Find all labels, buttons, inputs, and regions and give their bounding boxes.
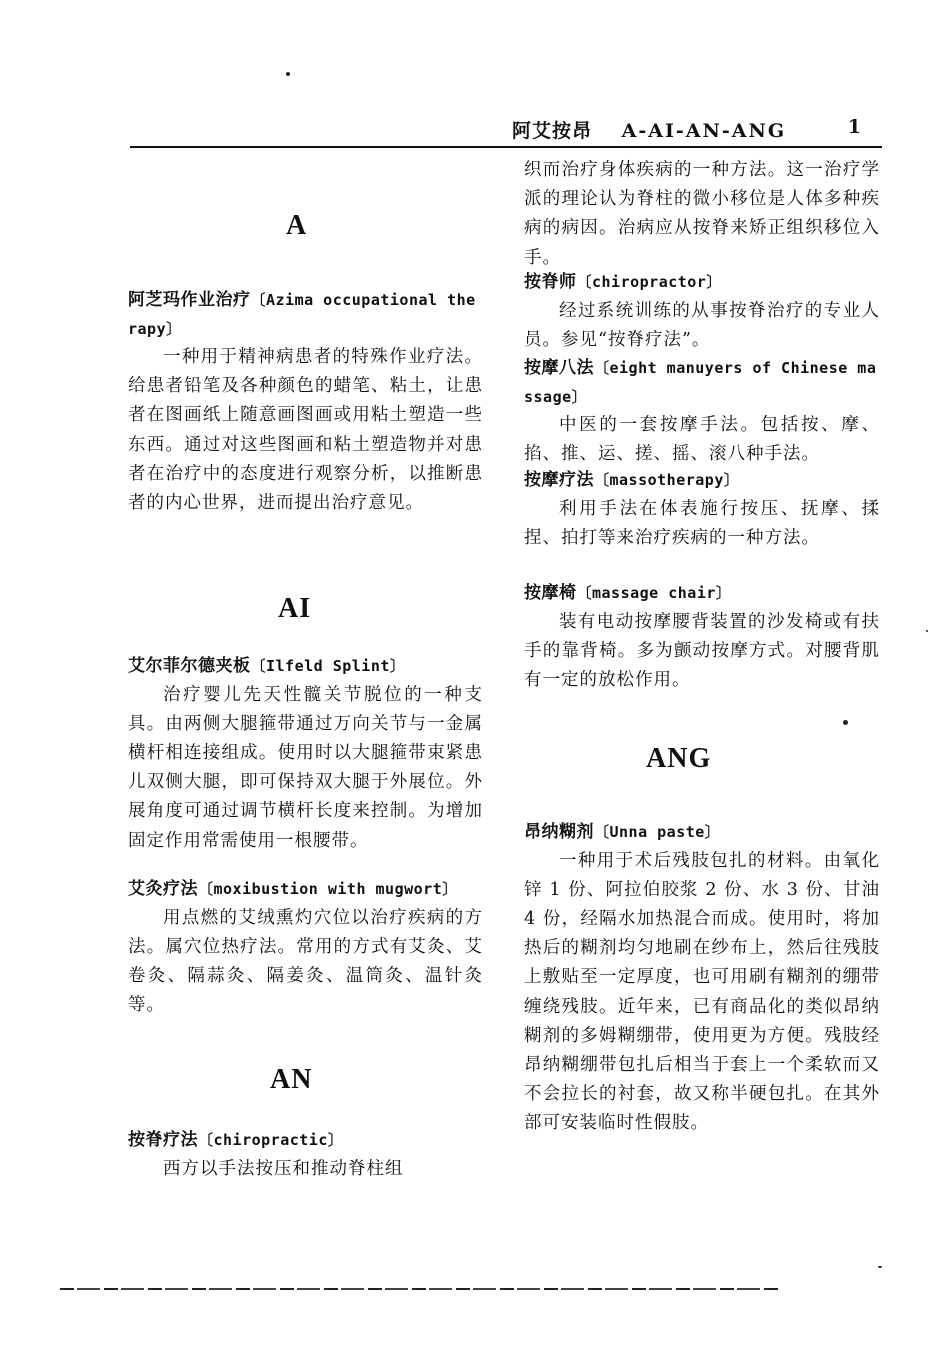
entry-definition: 一种用于术后残肢包扎的材料。由氧化锌 1 份、阿拉伯胶浆 2 份、水 3 份、甘油 4 份，经隔水加热混合而成。使用时，将加热后的糊剂均匀地刷在纱布上，然后往残肢上敷贴至一定厚度，也可用刷有糊剂的绷带缠绕残肢。近年来，已有商品化的类似昂纳糊剂的多姆糊绷带，使用更为方便。残肢经昂纳糊绷带包扎后相当于套上一个柔软而又不会拉长的衬套，故又称半硬包扎。在其外部可安装临时性假肢。 [524, 850, 880, 1134]
scan-speck [286, 72, 290, 76]
entry-azima-occupational-therapy [128, 286, 483, 518]
entry-term [128, 652, 483, 681]
entry-definition: 利用手法在体表施行按压、抚摩、揉捏、拍打等来治疗疾病的一种方法。 [524, 498, 880, 548]
header-roman-index: A-AI-AN-ANG [621, 120, 787, 142]
entry-term [128, 1126, 483, 1155]
header-chinese-index: 阿艾按昂 [512, 120, 593, 142]
term-chinese: 艾尔菲尔德夹板 [128, 656, 251, 676]
scan-speck [843, 720, 848, 725]
entry-definition: 用点燃的艾绒熏灼穴位以治疗疾病的方法。属穴位热疗法。常用的方式有艾灸、艾卷灸、隔蒜灸、隔姜灸、温筒灸、温针灸等。 [128, 907, 483, 1016]
entry-definition: 中医的一套按摩手法。包括按、摩、掐、推、运、搓、摇、滚八种手法。 [524, 415, 880, 465]
entry-term [128, 286, 483, 343]
term-english: 〔chiropractor〕 [576, 273, 722, 291]
term-chinese: 按脊师 [524, 272, 577, 292]
entry-ilfeld-splint [128, 652, 483, 856]
entry-term [524, 466, 880, 495]
entry-massage-chair [524, 579, 880, 695]
header-rule [130, 146, 882, 148]
term-english: 〔chiropractic〕 [198, 1131, 344, 1149]
entry-unna-paste [524, 818, 880, 1139]
entry-definition: 一种用于精神病患者的特殊作业疗法。给患者铅笔及各种颜色的蜡笔、粘土，让患者在图画纸上随意画图画或用粘土塑造一些东西。通过对这些图画和粘土塑造物并对患者在治疗中的态度进行观察分析，以推断患者的内心世界，进而提出治疗意见。 [128, 347, 483, 514]
entry-moxibustion [128, 875, 483, 1020]
entry-term [524, 579, 880, 608]
running-header [512, 116, 872, 142]
entry-definition-continued: 织而治疗身体疾病的一种方法。这一治疗学派的理论认为脊柱的微小移位是人体多种疾病的病因。治病应从按脊来矫正组织移位入手。 [524, 160, 880, 268]
entry-eight-maneuvers [524, 354, 880, 469]
section-heading-ang: ANG [646, 743, 712, 774]
entry-chiropractor [524, 268, 880, 355]
term-chinese: 艾灸疗法 [128, 879, 198, 899]
entry-chiropractic-continued [524, 156, 880, 273]
term-chinese: 昂纳糊剂 [524, 822, 594, 842]
term-chinese: 按摩八法 [524, 358, 594, 378]
term-english: 〔Unna paste〕 [594, 823, 721, 841]
entry-term [524, 354, 880, 411]
page-number: 1 [847, 116, 862, 138]
term-chinese: 按摩疗法 [524, 470, 594, 490]
entry-definition: 治疗婴儿先天性髋关节脱位的一种支具。由两侧大腿箍带通过万向关节与一金属横杆相连接组成。使用时以大腿箍带束紧患儿双侧大腿，即可保持双大腿于外展位。外展角度可通过调节横杆长度来控制。为增加固定作用常需使用一根腰带。 [128, 684, 483, 851]
entry-definition: 西方以手法按压和推动脊柱组 [163, 1158, 404, 1179]
section-heading-ai: AI [278, 593, 312, 624]
entry-massotherapy [524, 466, 880, 553]
entry-term [524, 268, 880, 297]
entry-definition: 装有电动按摩腰背装置的沙发椅或有扶手的靠背椅。多为颤动按摩方式。对腰背肌有一定的放松作用。 [524, 611, 880, 690]
section-heading-an: AN [270, 1064, 313, 1095]
term-english: 〔Azima occupational therapy〕 [128, 291, 476, 338]
entry-term [128, 875, 483, 904]
entry-term [524, 818, 880, 847]
term-english: 〔massotherapy〕 [594, 471, 740, 489]
entry-definition: 经过系统训练的从事按脊治疗的专业人员。参见“按脊疗法”。 [524, 300, 880, 350]
term-english: 〔moxibustion with mugwort〕 [198, 880, 458, 898]
term-english: 〔massage chair〕 [576, 584, 732, 602]
entry-chiropractic [128, 1126, 483, 1184]
term-english: 〔eight manuyers of Chinese massage〕 [524, 359, 877, 406]
term-english: 〔Ilfeld Splint〕 [250, 657, 406, 675]
term-chinese: 按摩椅 [524, 583, 577, 603]
scan-artifact-line [60, 1288, 780, 1290]
scan-speck [878, 1266, 882, 1268]
term-chinese: 按脊疗法 [128, 1130, 198, 1150]
scan-speck [926, 630, 928, 632]
section-heading-a: A [286, 210, 308, 241]
term-chinese: 阿芝玛作业治疗 [128, 290, 251, 310]
